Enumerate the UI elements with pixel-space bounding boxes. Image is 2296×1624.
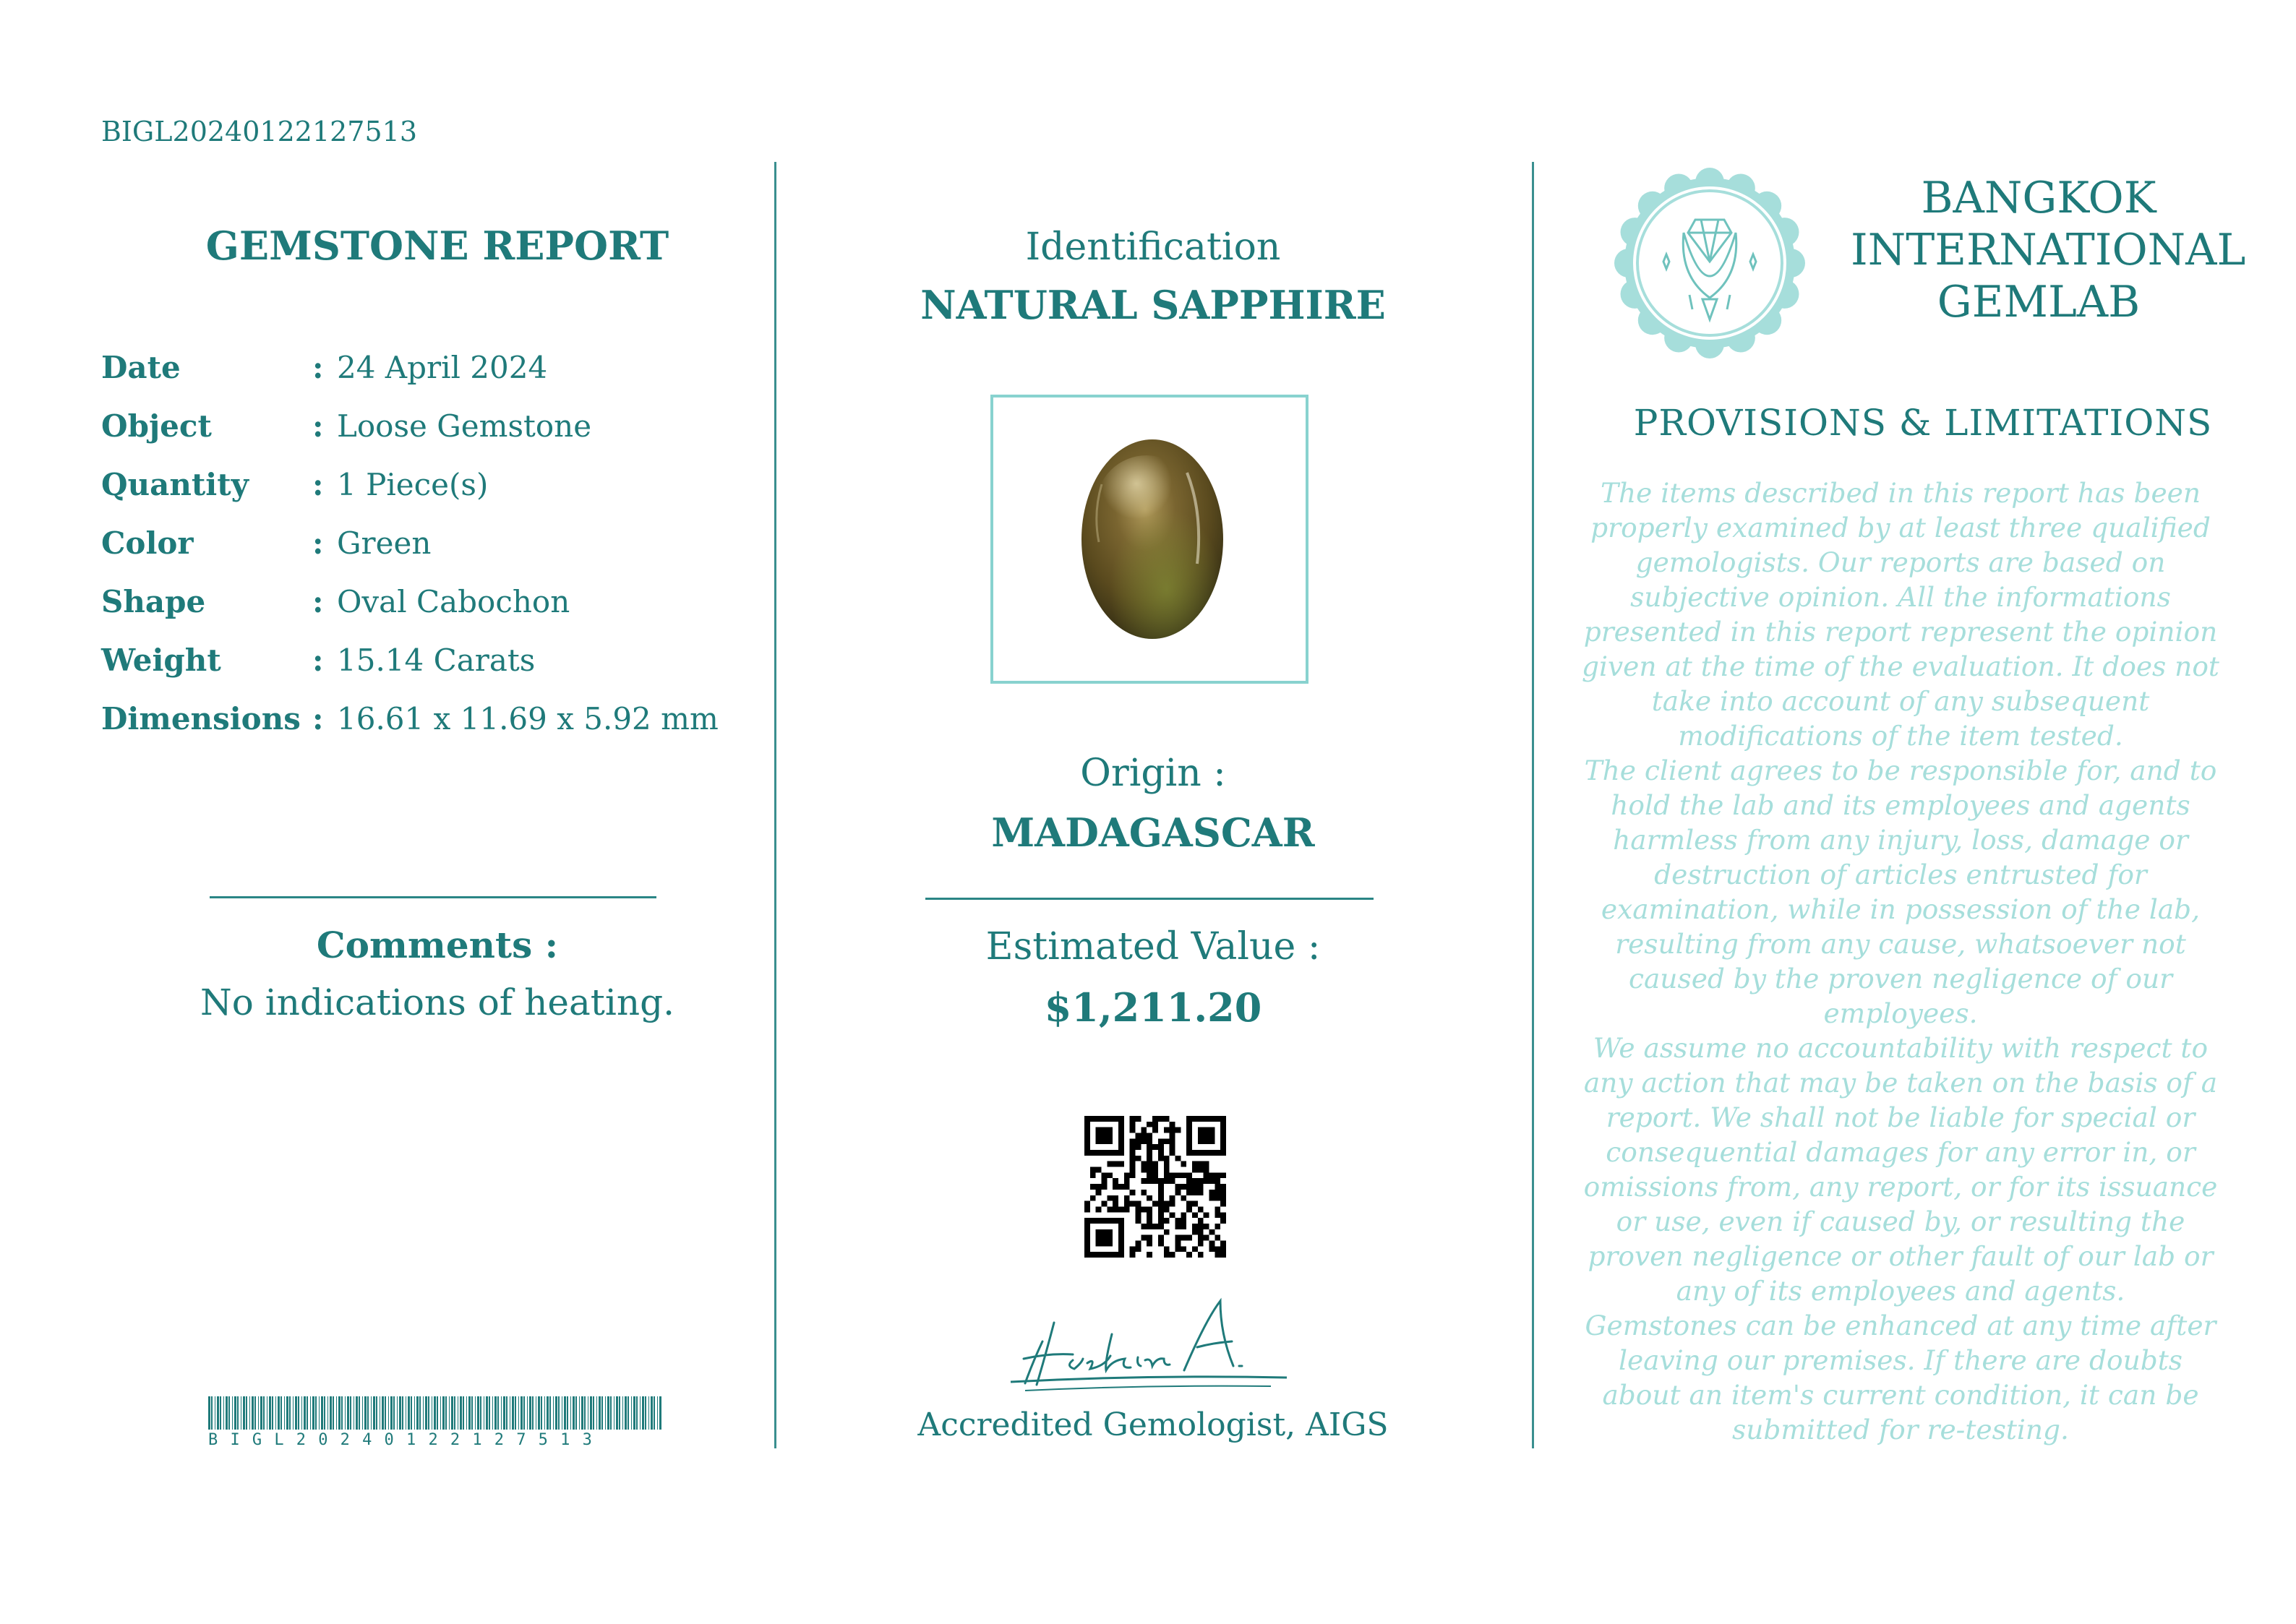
identification-label: Identification (1025, 225, 1281, 269)
detail-value: 24 April 2024 (337, 349, 548, 385)
detail-separator: : (312, 583, 324, 619)
detail-row-weight (101, 638, 535, 682)
origin-value: MADAGASCAR (991, 809, 1315, 856)
lab-name-line: INTERNATIONAL (1851, 225, 2246, 275)
lab-seal-icon (1614, 168, 1805, 358)
signature (1003, 1291, 1301, 1399)
report-title: GEMSTONE REPORT (205, 223, 669, 269)
gemstone-photo-frame (990, 395, 1308, 684)
provisions-paragraph: The items described in this report has been properly examined by at least three qualified gemologists. Our reports are based on subjective opinion. All the informations presented in this report represent the opinion given at the time of the evaluation. It does not take into account of any subsequent modifications of the item tested. (1582, 477, 2219, 752)
provisions-paragraph: Gemstones can be enhanced at any time after leaving our premises. If there are doubts about an item's current condition, it can be submitted for re-testing. (1585, 1310, 2216, 1445)
identification-value: NATURAL SAPPHIRE (920, 282, 1386, 328)
detail-row-quantity (101, 463, 488, 506)
detail-label: Date (101, 349, 181, 385)
barcode-text: BIGL20240122127513 (208, 1431, 605, 1449)
report-id: BIGL20240122127513 (101, 116, 417, 147)
lab-name-line: GEMLAB (1937, 277, 2141, 327)
left-divider (210, 896, 656, 898)
gemstone-photo (993, 398, 1306, 681)
provisions-paragraph: The client agrees to be responsible for, and to hold the lab and its employees and agents harmless from any injury, loss, damage or destruction of articles entrusted for examination, while in possession of the lab, resulting from any cause, whatsoever not caused by the proven negligence of our employees. (1584, 755, 2217, 1029)
origin-label: Origin : (1080, 752, 1226, 795)
detail-value: Green (337, 525, 432, 561)
column-divider-right (1532, 162, 1534, 1448)
detail-separator: : (312, 525, 324, 561)
detail-separator: : (312, 642, 324, 678)
detail-row-date (101, 345, 547, 389)
detail-row-color (101, 521, 431, 564)
barcode (208, 1396, 662, 1430)
qr-code[interactable] (1084, 1116, 1226, 1258)
detail-value: 1 Piece(s) (337, 466, 489, 502)
detail-value: 15.14 Carats (337, 642, 536, 678)
detail-value: Loose Gemstone (337, 408, 592, 444)
detail-label: Shape (101, 583, 206, 619)
comments-text: No indications of heating. (200, 981, 674, 1023)
estimated-value-label: Estimated Value : (985, 925, 1321, 968)
provisions-title: PROVISIONS & LIMITATIONS (1633, 402, 2213, 444)
lab-name-line: BANGKOK (1921, 173, 2156, 223)
detail-value: 16.61 x 11.69 x 5.92 mm (337, 700, 719, 736)
detail-separator: : (312, 700, 324, 736)
detail-label: Weight (101, 642, 221, 678)
detail-row-dimensions (101, 697, 719, 740)
detail-separator: : (312, 349, 324, 385)
estimated-value-amount: $1,211.20 (1044, 984, 1262, 1031)
middle-divider (925, 898, 1374, 900)
comments-label: Comments : (316, 924, 559, 966)
detail-row-shape (101, 580, 570, 623)
detail-label: Object (101, 408, 212, 444)
detail-separator: : (312, 408, 324, 444)
detail-separator: : (312, 466, 324, 502)
detail-value: Oval Cabochon (337, 583, 570, 619)
provisions-paragraph: We assume no accountability with respect to any action that may be taken on the basis of a report. We shall not be liable for special or consequential damages for any error in, or omissions from, any report, or for its issuance or use, even if caused by, or resulting the proven negligence or other fault of our lab or any of its employees and agents. (1583, 1032, 2218, 1307)
signer-title: Accredited Gemologist, AIGS (917, 1406, 1389, 1443)
detail-label: Color (101, 525, 194, 561)
detail-label: Quantity (101, 466, 249, 502)
column-divider-left (774, 162, 776, 1448)
lab-name (1851, 172, 2246, 328)
detail-label: Dimensions (101, 700, 301, 736)
detail-row-object (101, 404, 591, 447)
